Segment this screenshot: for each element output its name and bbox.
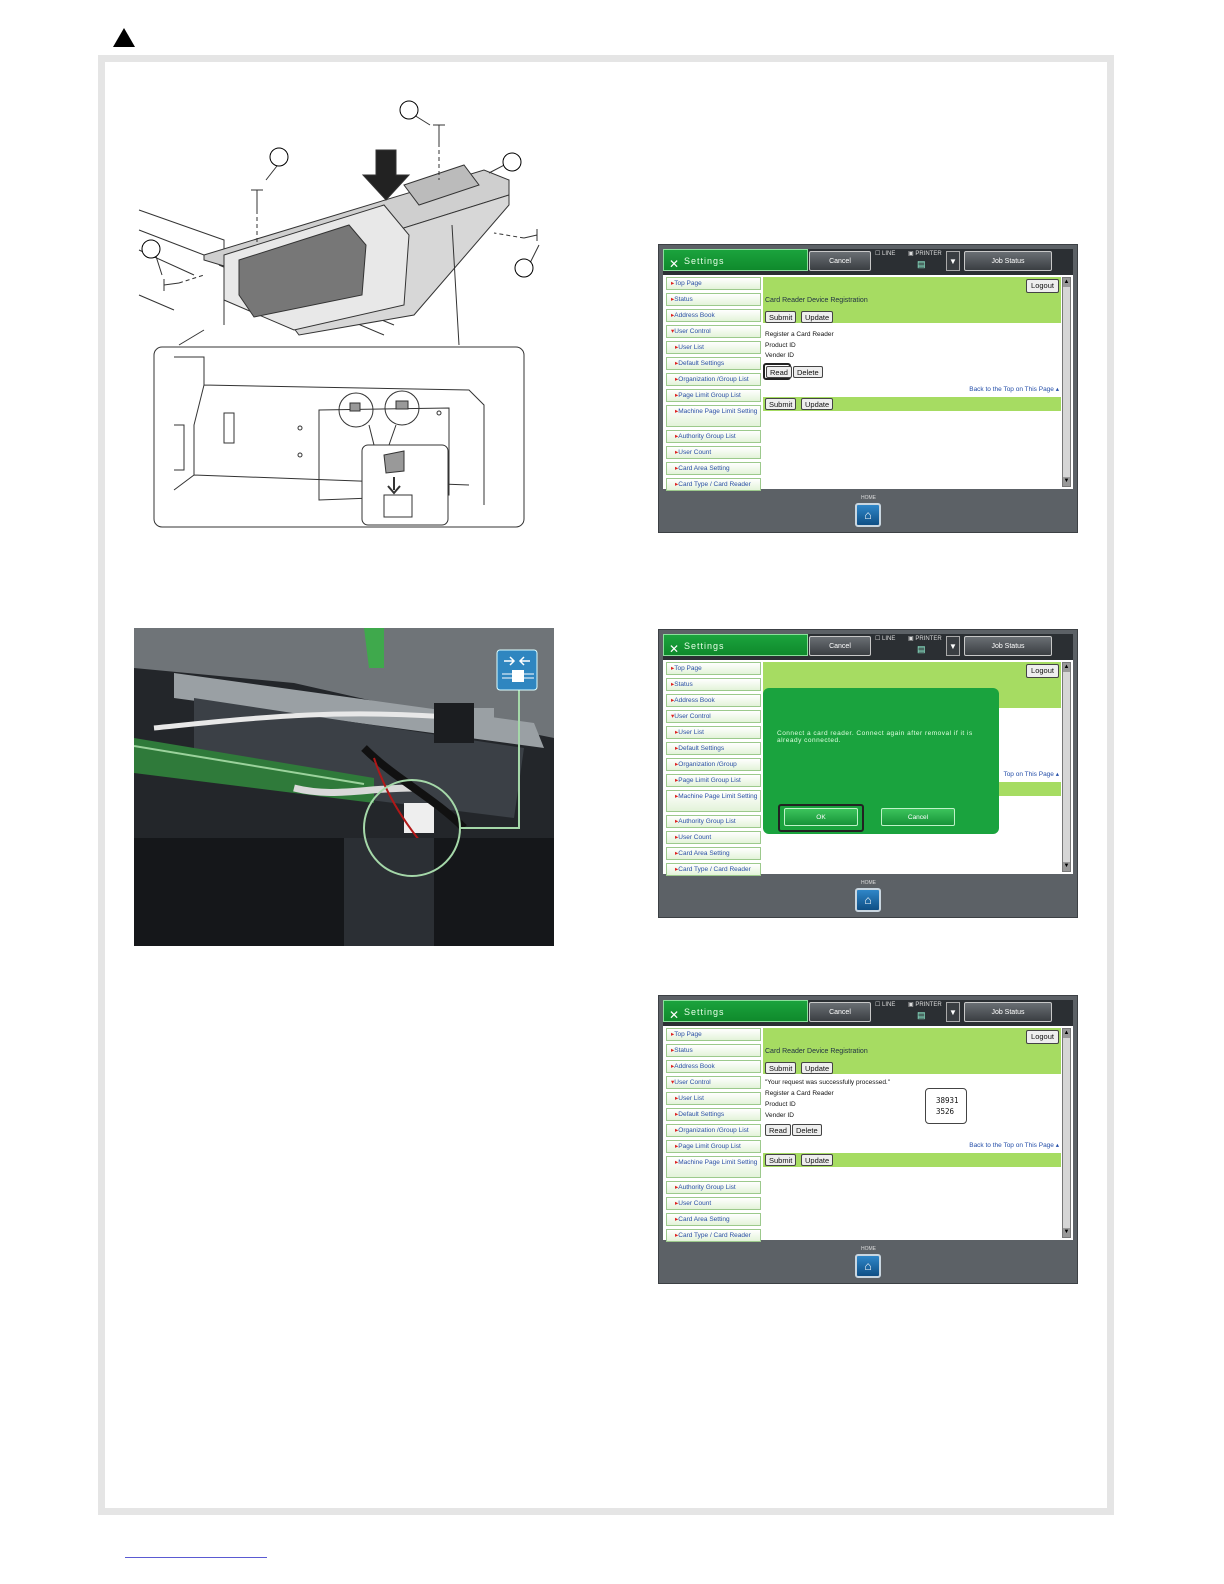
printer-label: PRINTER <box>915 636 942 642</box>
line-indicator: ☐ LINE <box>875 636 896 642</box>
scroll-down-icon[interactable]: ▼ <box>1063 863 1070 869</box>
page-title: Card Reader Device Registration <box>765 297 868 304</box>
back-to-top-link[interactable]: Top on This Page ▴ <box>1003 771 1059 778</box>
settings-label: Settings <box>684 1007 725 1017</box>
sidebar-item-user-control[interactable]: ▾User Control <box>666 1076 761 1089</box>
scrollbar[interactable] <box>1062 1028 1071 1238</box>
update-button[interactable]: Update <box>801 1062 833 1074</box>
settings-screen-2 <box>658 629 1078 918</box>
sidebar-item-address-book[interactable]: ▸Address Book <box>666 309 761 322</box>
home-icon[interactable]: ⌂ <box>855 888 881 912</box>
sidebar-item-user-count[interactable]: ▸User Count <box>666 1197 761 1210</box>
sidebar-item-default-settings[interactable]: ▸Default Settings <box>666 1108 761 1121</box>
update-button-bottom[interactable]: Update <box>801 1154 833 1166</box>
sidebar-item-label: User Control <box>674 328 711 335</box>
sidebar-item-user-control[interactable]: ▾User Control <box>666 325 761 338</box>
sidebar-item-label: User Count <box>678 449 712 456</box>
settings-label: Settings <box>684 641 725 651</box>
register-label: Register a Card Reader <box>765 1090 834 1097</box>
chevron-down-icon[interactable]: ▼ <box>946 1002 960 1022</box>
sidebar-item-label: Organization /Group List <box>678 376 749 383</box>
sidebar-item-card-area-setting[interactable]: ▸Card Area Setting <box>666 1213 761 1226</box>
job-status-button[interactable]: Job Status <box>964 1002 1052 1022</box>
sidebar-item-status[interactable]: ▸Status <box>666 678 761 691</box>
sidebar-item-label: Page Limit Group List <box>678 777 741 784</box>
sidebar-item-page-limit-group-list[interactable]: ▸Page Limit Group List <box>666 1140 761 1153</box>
line-label: LINE <box>882 1002 896 1008</box>
logout-button[interactable]: Logout <box>1026 664 1059 678</box>
sidebar-item-label: User Count <box>678 834 712 841</box>
line-indicator: ☐ LINE <box>875 1002 896 1008</box>
read-button[interactable]: Read <box>766 366 792 378</box>
product-id-label: Product ID <box>765 342 796 349</box>
wrench-icon: ✕ <box>669 1008 681 1022</box>
product-id-label: Product ID <box>765 1101 796 1108</box>
cancel-button[interactable]: Cancel <box>809 1002 871 1022</box>
printer-label: PRINTER <box>915 1002 942 1008</box>
printer-indicator: ▣ PRINTER <box>908 251 942 257</box>
sidebar <box>666 662 761 879</box>
chevron-down-icon[interactable]: ▼ <box>946 636 960 656</box>
settings-tab[interactable] <box>663 249 808 271</box>
wrench-icon: ✕ <box>669 257 681 271</box>
sidebar-item-label: Organization /Group List <box>678 1127 749 1134</box>
logout-button[interactable]: Logout <box>1026 1030 1059 1044</box>
printer-icon: ▤ <box>917 259 926 269</box>
main-panel <box>763 1028 1061 1238</box>
sidebar-item-card-area-setting[interactable]: ▸Card Area Setting <box>666 847 761 860</box>
sidebar-item-label: Machine Page Limit Setting <box>678 1159 758 1166</box>
sidebar-item-label: Card Type / Card Reader <box>678 481 751 488</box>
submit-button[interactable]: Submit <box>765 311 796 323</box>
settings-screen-1 <box>658 244 1078 533</box>
job-status-button[interactable]: Job Status <box>964 251 1052 271</box>
settings-tab[interactable] <box>663 1000 808 1022</box>
sidebar-item-label: Authority Group List <box>678 1184 736 1191</box>
sidebar-item-label: User List <box>678 1095 704 1102</box>
vender-id-label: Vender ID <box>765 352 794 359</box>
sidebar-item-default-settings[interactable]: ▸Default Settings <box>666 357 761 370</box>
scroll-up-icon[interactable]: ▲ <box>1063 279 1070 285</box>
sidebar-item-label: Top Page <box>674 665 702 672</box>
sidebar-item-user-count[interactable]: ▸User Count <box>666 831 761 844</box>
sidebar-item-label: User List <box>678 729 704 736</box>
sidebar-item-card-type-card-reader[interactable]: ▸Card Type / Card Reader <box>666 863 761 876</box>
content-area <box>663 275 1073 489</box>
delete-button[interactable]: Delete <box>792 1124 822 1136</box>
sidebar-item-card-area-setting[interactable]: ▸Card Area Setting <box>666 462 761 475</box>
footer-link-underline <box>125 1557 267 1558</box>
sidebar-item-label: Organization /Group <box>678 761 737 768</box>
submit-button-bottom[interactable]: Submit <box>765 1154 796 1166</box>
printer-icon: ▤ <box>917 644 926 654</box>
sidebar-item-default-settings[interactable]: ▸Default Settings <box>666 742 761 755</box>
sidebar-item-label: Default Settings <box>678 1111 725 1118</box>
scroll-down-icon[interactable]: ▼ <box>1063 1229 1070 1235</box>
printer-indicator: ▣ PRINTER <box>908 636 942 642</box>
sidebar <box>666 1028 761 1245</box>
back-to-top-link[interactable]: Back to the Top on This Page ▴ <box>969 1142 1059 1149</box>
printer-indicator: ▣ PRINTER <box>908 1002 942 1008</box>
sidebar-item-user-control[interactable]: ▾User Control <box>666 710 761 723</box>
scroll-down-icon[interactable]: ▼ <box>1063 478 1070 484</box>
main-panel <box>763 277 1061 487</box>
sidebar-item-machine-page-limit-setting[interactable]: ▸Machine Page Limit Setting <box>666 1156 761 1178</box>
cancel-button[interactable]: Cancel <box>809 251 871 271</box>
sidebar-item-top-page[interactable]: ▸Top Page <box>666 277 761 290</box>
sidebar-item-page-limit-group-list[interactable]: ▸Page Limit Group List <box>666 389 761 402</box>
vender-id-label: Vender ID <box>765 1112 794 1119</box>
operation-panel-installation-diagram <box>134 95 544 535</box>
content-area <box>663 660 1073 874</box>
sidebar-item-user-list[interactable]: ▸User List <box>666 1092 761 1105</box>
success-message: "Your request was successfully processed." <box>765 1079 891 1086</box>
sidebar-item-address-book[interactable]: ▸Address Book <box>666 694 761 707</box>
scroll-up-icon[interactable]: ▲ <box>1063 1030 1070 1036</box>
home-label: HOME <box>861 880 876 886</box>
page-title: Card Reader Device Registration <box>765 1048 868 1055</box>
scrollbar[interactable] <box>1062 277 1071 487</box>
sidebar-item-organization-group-list[interactable]: ▸Organization /Group List <box>666 373 761 386</box>
sidebar-item-authority-group-list[interactable]: ▸Authority Group List <box>666 1181 761 1194</box>
dialog-cancel-button[interactable]: Cancel <box>881 808 955 826</box>
home-icon[interactable]: ⌂ <box>855 1254 881 1278</box>
submit-button-bottom[interactable]: Submit <box>765 398 796 410</box>
sidebar-item-label: Machine Page Limit Setting <box>678 408 758 415</box>
sidebar-item-label: Address Book <box>674 697 715 704</box>
printer-icon: ▤ <box>917 1010 926 1020</box>
sidebar-item-label: Address Book <box>674 312 715 319</box>
sidebar-item-card-type-card-reader[interactable]: ▸Card Type / Card Reader <box>666 478 761 491</box>
dialog-message: Connect a card reader. Connect again after removal if it is already connected. <box>777 730 973 744</box>
sidebar-item-label: Card Type / Card Reader <box>678 866 751 873</box>
sidebar-item-address-book[interactable]: ▸Address Book <box>666 1060 761 1073</box>
wrench-icon: ✕ <box>669 642 681 656</box>
sidebar-item-top-page[interactable]: ▸Top Page <box>666 1028 761 1041</box>
read-button[interactable]: Read <box>765 1124 791 1136</box>
scroll-up-icon[interactable]: ▲ <box>1063 664 1070 670</box>
sidebar-item-machine-page-limit-setting[interactable]: ▸Machine Page Limit Setting <box>666 790 761 812</box>
settings-label: Settings <box>684 256 725 266</box>
back-to-top-label: Back to the Top on This Page <box>969 386 1054 393</box>
home-label: HOME <box>861 1246 876 1252</box>
sidebar-item-organization-group-list[interactable]: ▸Organization /Group List <box>666 1124 761 1137</box>
sidebar-item-label: User Control <box>674 713 711 720</box>
card-reader-connector-photo <box>134 628 554 946</box>
sidebar-item-authority-group-list[interactable]: ▸Authority Group List <box>666 815 761 828</box>
submit-button[interactable]: Submit <box>765 1062 796 1074</box>
warning-triangle-icon <box>113 28 135 47</box>
sidebar-item-label: User Control <box>674 1079 711 1086</box>
id-values-callout <box>925 1088 967 1124</box>
update-button-bottom[interactable]: Update <box>801 398 833 410</box>
content-area <box>663 1026 1073 1240</box>
cancel-button[interactable]: Cancel <box>809 636 871 656</box>
sidebar-item-label: User Count <box>678 1200 712 1207</box>
scrollbar[interactable] <box>1062 662 1071 872</box>
sidebar-item-page-limit-group-list[interactable]: ▸Page Limit Group List <box>666 774 761 787</box>
line-label: LINE <box>882 251 896 257</box>
sidebar-item-label: Default Settings <box>678 745 725 752</box>
logout-button[interactable]: Logout <box>1026 279 1059 293</box>
back-to-top-label: Top on This Page <box>1003 771 1054 778</box>
sidebar-item-label: Default Settings <box>678 360 725 367</box>
sidebar-item-organization-group[interactable]: ▸Organization /Group <box>666 758 761 771</box>
sidebar-item-label: Top Page <box>674 1031 702 1038</box>
sidebar-item-user-count[interactable]: ▸User Count <box>666 446 761 459</box>
product-id-value: 38931 <box>936 1096 959 1105</box>
delete-button[interactable]: Delete <box>793 366 823 378</box>
sidebar-item-user-list[interactable]: ▸User List <box>666 726 761 739</box>
settings-screen-3 <box>658 995 1078 1284</box>
connect-card-reader-dialog <box>763 688 999 834</box>
sidebar-item-label: Top Page <box>674 280 702 287</box>
sidebar-item-authority-group-list[interactable]: ▸Authority Group List <box>666 430 761 443</box>
settings-tab[interactable] <box>663 634 808 656</box>
sidebar-item-label: Card Area Setting <box>678 465 730 472</box>
line-indicator: ☐ LINE <box>875 251 896 257</box>
register-label: Register a Card Reader <box>765 331 834 338</box>
sidebar-item-label: Status <box>674 296 693 303</box>
sidebar-item-label: Card Area Setting <box>678 850 730 857</box>
ok-button[interactable]: OK <box>784 808 858 826</box>
printer-label: PRINTER <box>915 251 942 257</box>
sidebar-item-label: Card Type / Card Reader <box>678 1232 751 1239</box>
sidebar-item-status[interactable]: ▸Status <box>666 1044 761 1057</box>
sidebar-item-label: User List <box>678 344 704 351</box>
sidebar-item-label: Address Book <box>674 1063 715 1070</box>
sidebar-item-label: Status <box>674 681 693 688</box>
sidebar-item-label: Authority Group List <box>678 433 736 440</box>
sidebar-item-machine-page-limit-setting[interactable]: ▸Machine Page Limit Setting <box>666 405 761 427</box>
home-icon[interactable]: ⌂ <box>855 503 881 527</box>
line-label: LINE <box>882 636 896 642</box>
sidebar-item-label: Page Limit Group List <box>678 392 741 399</box>
sidebar <box>666 277 761 494</box>
sidebar-item-card-type-card-reader[interactable]: ▸Card Type / Card Reader <box>666 1229 761 1242</box>
sidebar-item-label: Status <box>674 1047 693 1054</box>
job-status-button[interactable]: Job Status <box>964 636 1052 656</box>
home-label: HOME <box>861 495 876 501</box>
sidebar-item-user-list[interactable]: ▸User List <box>666 341 761 354</box>
update-button[interactable]: Update <box>801 311 833 323</box>
chevron-down-icon[interactable]: ▼ <box>946 251 960 271</box>
sidebar-item-label: Page Limit Group List <box>678 1143 741 1150</box>
vender-id-value: 3526 <box>936 1107 955 1116</box>
sidebar-item-status[interactable]: ▸Status <box>666 293 761 306</box>
sidebar-item-top-page[interactable]: ▸Top Page <box>666 662 761 675</box>
back-to-top-link[interactable]: Back to the Top on This Page ▴ <box>969 386 1059 393</box>
sidebar-item-label: Card Area Setting <box>678 1216 730 1223</box>
back-to-top-label: Back to the Top on This Page <box>969 1142 1054 1149</box>
sidebar-item-label: Authority Group List <box>678 818 736 825</box>
sidebar-item-label: Machine Page Limit Setting <box>678 793 758 800</box>
